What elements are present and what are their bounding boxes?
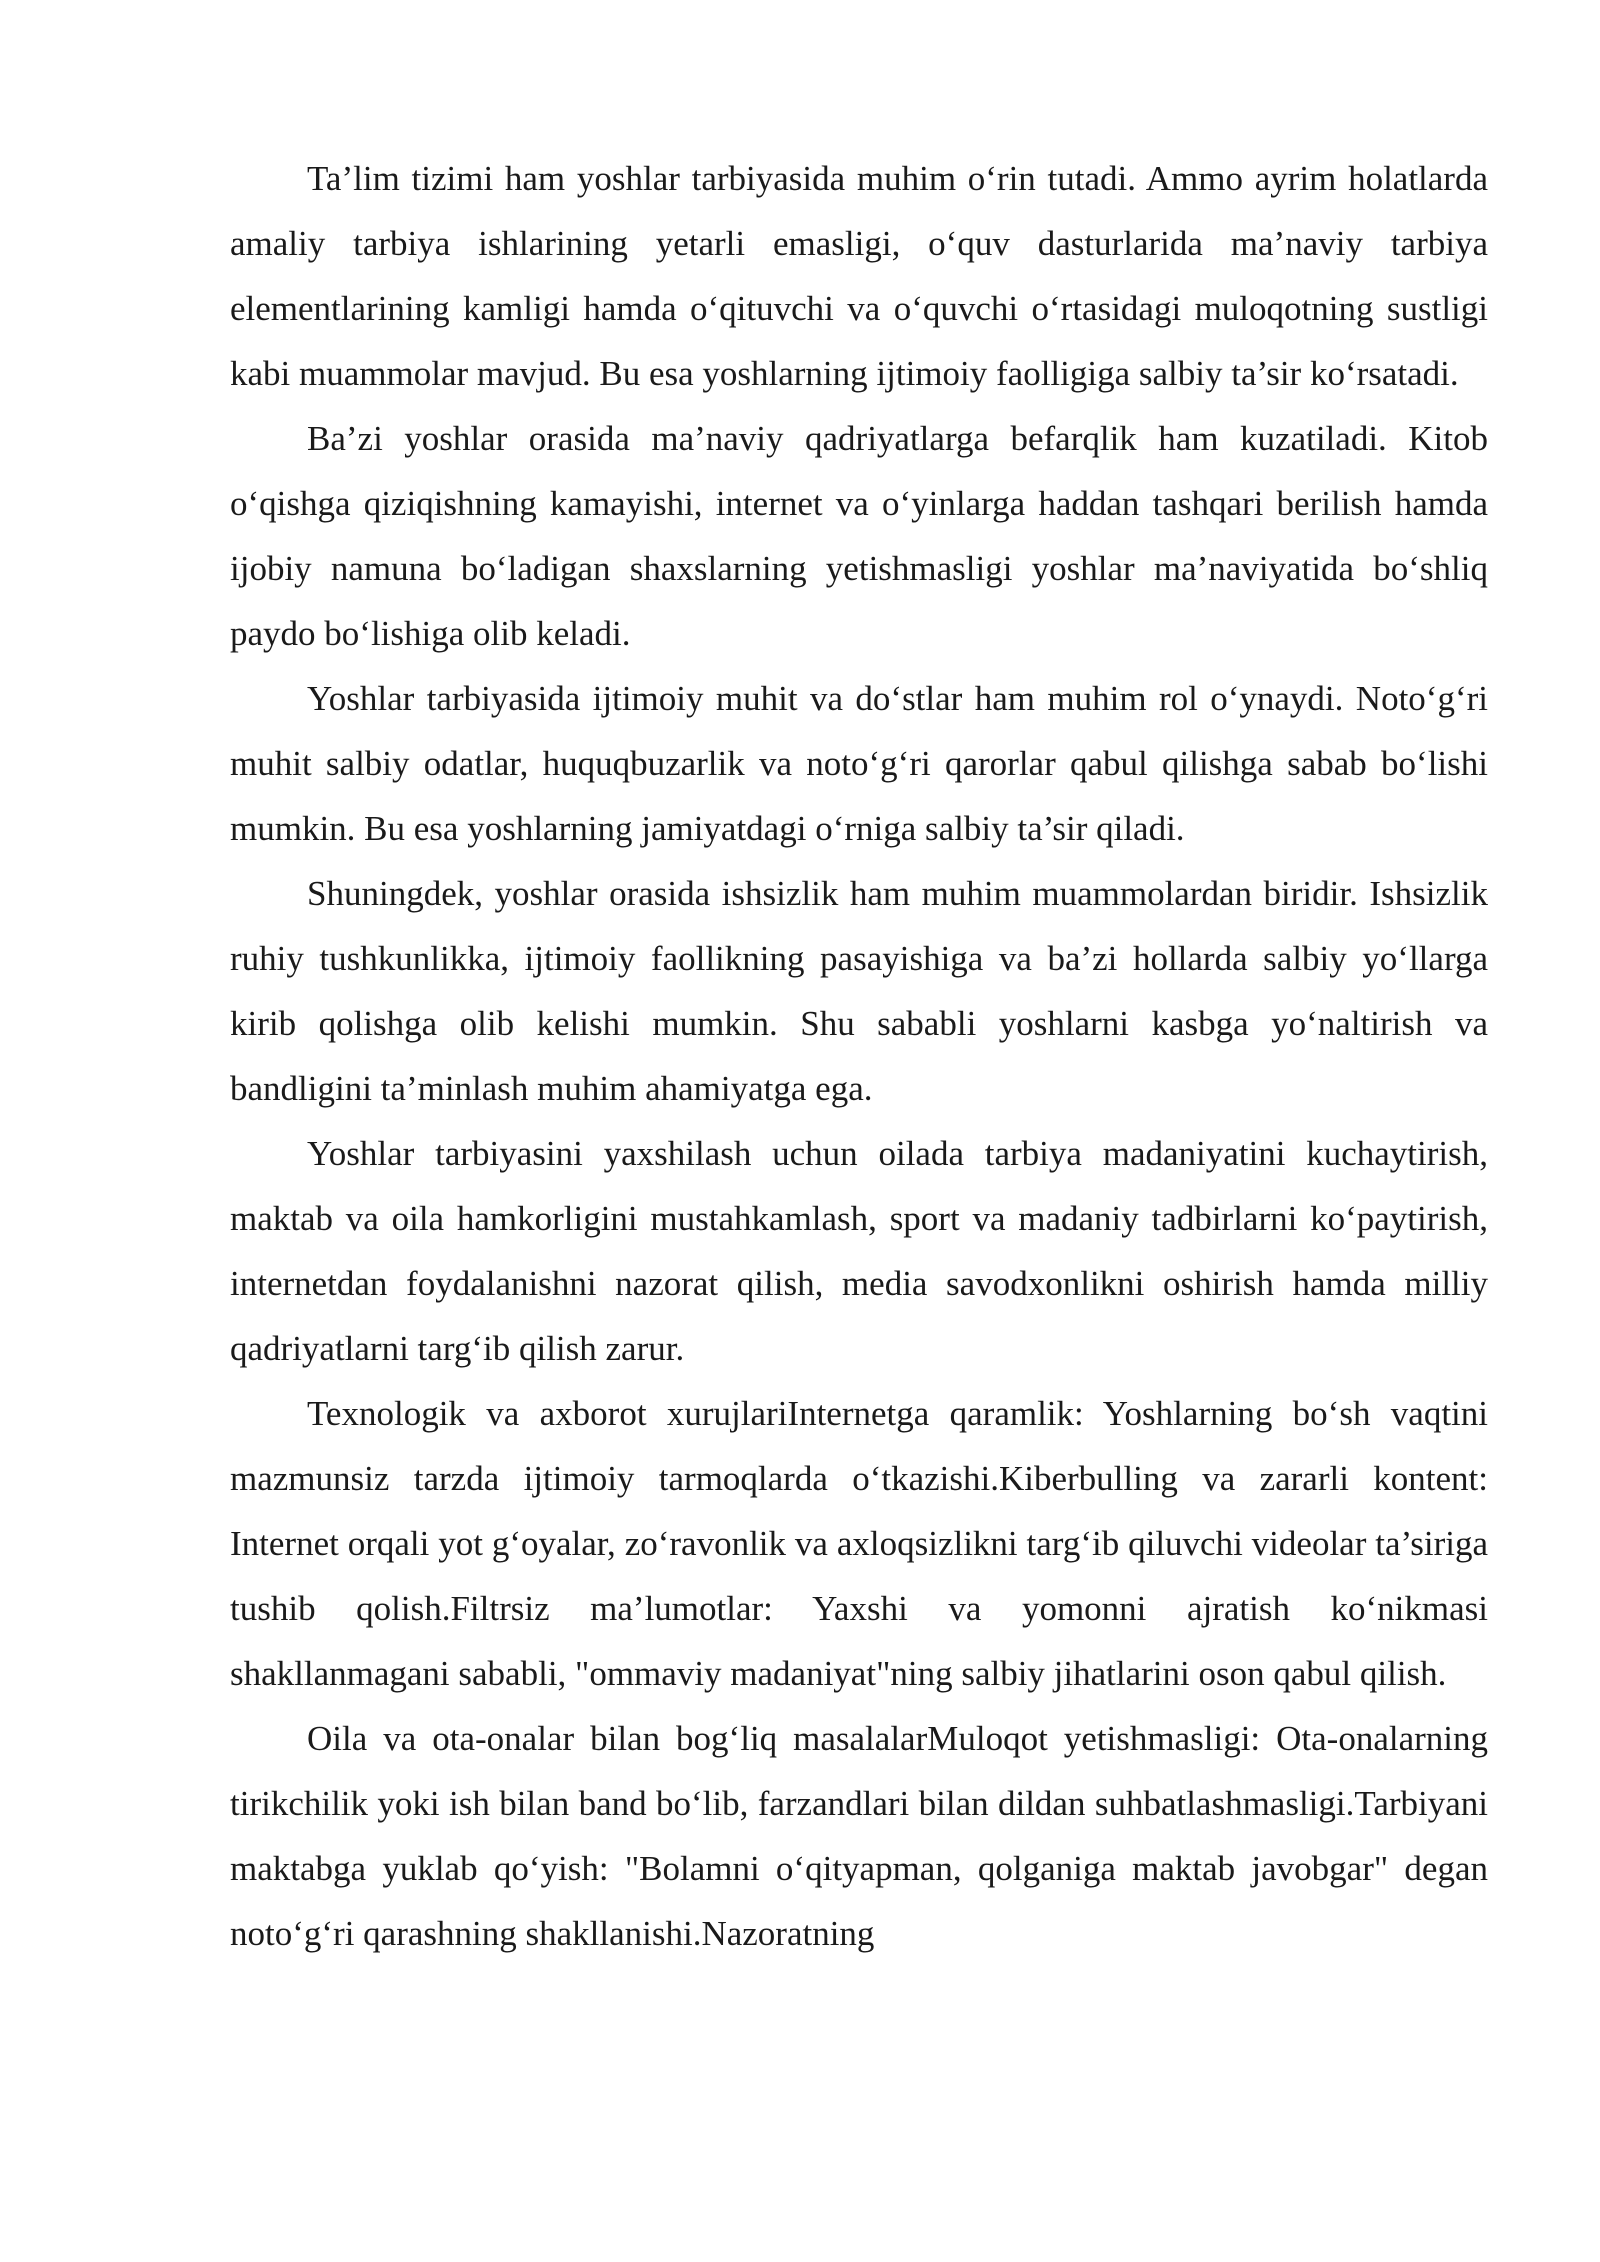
paragraph: Ba’zi yoshlar orasida ma’naviy qadriyatlarga befarqlik ham kuzatiladi. Kitob o‘qishga qiziqishning kamayishi, internet va o‘yinlarga haddan tashqari berilish hamda ijobiy namuna bo‘ladigan shaxslarning yetishmasligi yoshlar ma’naviyatida bo‘shliq paydo bo‘lishiga olib keladi. xyxy=(230,419,1488,653)
paragraph: Oila va ota-onalar bilan bog‘liq masalalarMuloqot yetishmasligi: Ota-onalarning tirikchilik yoki ish bilan band bo‘lib, farzandlari bilan dildan suhbatlashmasligi.Tarbiyani maktabga yuklab qo‘yish: "Bolamni o‘qityapman, qolganiga maktab javobgar" degan noto‘g‘ri qarashning shakllanishi.Nazoratning xyxy=(230,1719,1488,1953)
paragraph: Ta’lim tizimi ham yoshlar tarbiyasida muhim o‘rin tutadi. Ammo ayrim holatlarda amaliy tarbiya ishlarining yetarli emasligi, o‘quv dasturlarida ma’naviy tarbiya elementlarining kamligi hamda o‘qituvchi va o‘quvchi o‘rtasidagi muloqotning sustligi kabi muammolar mavjud. Bu esa yoshlarning ijtimoiy faolligiga salbiy ta’sir ko‘rsatadi. xyxy=(230,159,1488,393)
document-body xyxy=(230,146,1488,1966)
paragraph: Shuningdek, yoshlar orasida ishsizlik ham muhim muammolardan biridir. Ishsizlik ruhiy tushkunlikka, ijtimoiy faollikning pasayishiga va ba’zi hollarda salbiy yo‘llarga kirib qolishga olib kelishi mumkin. Shu sababli yoshlarni kasbga yo‘naltirish va bandligini ta’minlash muhim ahamiyatga ega. xyxy=(230,874,1488,1108)
paragraph: Yoshlar tarbiyasini yaxshilash uchun oilada tarbiya madaniyatini kuchaytirish, maktab va oila hamkorligini mustahkamlash, sport va madaniy tadbirlarni ko‘paytirish, internetdan foydalanishni nazorat qilish, media savodxonlikni oshirish hamda milliy qadriyatlarni targ‘ib qilish zarur. xyxy=(230,1134,1488,1368)
paragraph: Texnologik va axborot xurujlariInternetga qaramlik: Yoshlarning bo‘sh vaqtini mazmunsiz tarzda ijtimoiy tarmoqlarda o‘tkazishi.Kiberbulling va zararli kontent: Internet orqali yot g‘oyalar, zo‘ravonlik va axloqsizlikni targ‘ib qiluvchi videolar ta’siriga tushib qolish.Filtrsiz ma’lumotlar: Yaxshi va yomonni ajratish ko‘nikmasi shakllanmagani sababli, "ommaviy madaniyat"ning salbiy jihatlarini oson qabul qilish. xyxy=(230,1394,1488,1693)
paragraph: Yoshlar tarbiyasida ijtimoiy muhit va do‘stlar ham muhim rol o‘ynaydi. Noto‘g‘ri muhit salbiy odatlar, huquqbuzarlik va noto‘g‘ri qarorlar qabul qilishga sabab bo‘lishi mumkin. Bu esa yoshlarning jamiyatdagi o‘rniga salbiy ta’sir qiladi. xyxy=(230,679,1488,848)
